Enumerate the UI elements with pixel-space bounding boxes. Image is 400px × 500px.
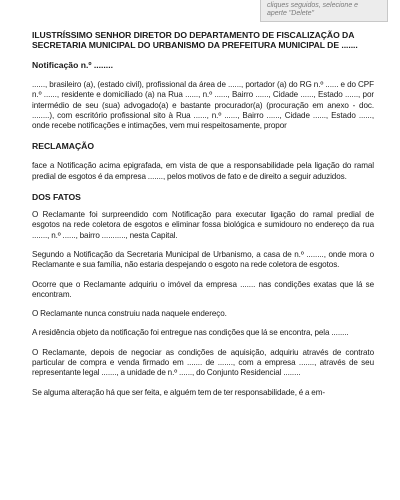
fatos-paragraph-2: Segundo a Notificação da Secretaria Municipal de Urbanismo, a casa de n.º ........, onde mora o Reclamante e sua família, não estaria despejando o esgoto na rede coletora de esgotos.: [32, 249, 374, 270]
fatos-title: DOS FATOS: [32, 192, 81, 203]
fatos-paragraph-1: O Reclamante foi surpreendido com Notificação para executar ligação do ramal predial de esgotos na rede coletora de esgotos e eliminar fossa biológica e sumidouro no endereço da rua ......., n.º ......, bairro ..........., nesta Capital.: [32, 210, 374, 240]
intro-paragraph: ......, brasileiro (a), (estado civil), profissional da área de ......, portador (a) do RG n.º ...... e do CPF n.º ......, residente e domiciliado (a) na Rua ......, n.º ......, Bairro ......, Cidade ......, Estado ......, por intermédio de seu (sua) advogado(a) e bastante procurador(a) (procuração em anexo - doc. ........), com escritório profissional sito à Rua ......, n.º ......, Bairro ......, Cidade ......, Estado ......, onde recebe notificações e intimações, vem mui respeitosamente, propor: [32, 80, 374, 131]
document-body: [32, 30, 374, 398]
tooltip-line-1: cliques seguidos, selecione e: [267, 2, 359, 9]
reclamacao-paragraph: face a Notificação acima epigrafada, em vista de que a responsabilidade pela ligação do ramal predial de esgotos é da empresa ......., pelos motivos de fato e de direito a seguir aduzidos.: [32, 161, 374, 181]
fatos-paragraph-3: Ocorre que o Reclamante adquiriu o imóvel da empresa ....... nas condições exatas que lá se encontram.: [32, 279, 374, 299]
fatos-paragraph-5: A residência objeto da notificação foi entregue nas condições que lá se encontra, pela ........: [32, 328, 349, 338]
tooltip-line-2: aperte "Delete": [267, 10, 314, 17]
notification-number: Notificação n.º ........: [32, 60, 113, 70]
fatos-paragraph-4: O Reclamante nunca construiu nada naquele endereço.: [32, 309, 227, 319]
reclamacao-title: RECLAMAÇÃO: [32, 141, 95, 152]
fatos-paragraph-7: Se alguma alteração há que ser feita, e alguém tem de ter responsabilidade, é a em-: [32, 387, 326, 397]
delete-hint-tooltip: [260, 0, 388, 22]
fatos-paragraph-6: O Reclamante, depois de negociar as condições de aquisição, adquiriu através de contrato particular de compra e venda firmado em ....... de ......., com a empresa ......., através de seu representante legal ......., a unidade de n.º ......, do Conjunto Residencial ........: [32, 347, 374, 378]
document-heading: ILUSTRÍSSIMO SENHOR DIRETOR DO DEPARTAMENTO DE FISCALIZAÇÃO DA SECRETARIA MUNICIPAL DO URBANISMO DA PREFEITURA MUNICIPAL DE .......: [32, 30, 358, 50]
